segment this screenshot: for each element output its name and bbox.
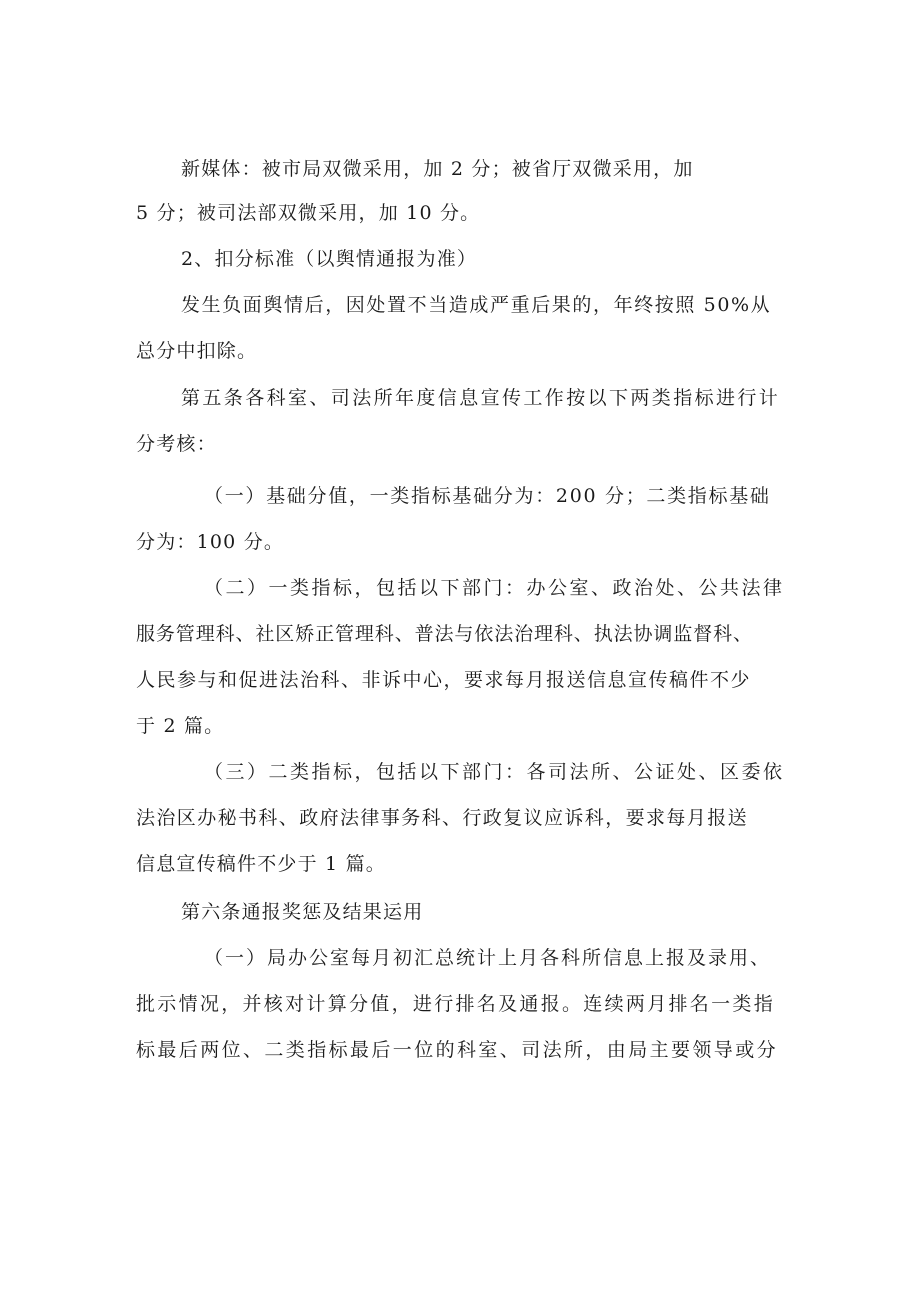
text-line: 人民参与和促进法治科、非诉中心，要求每月报送信息宣传稿件不少 [136, 669, 752, 691]
text-line: 标最后两位、二类指标最后一位的科室、司法所，由局主要领导或分 [136, 1039, 779, 1061]
article-heading: 第五条各科室、司法所年度信息宣传工作按以下两类指标进行计 [181, 387, 781, 409]
text-line: 分考核： [136, 433, 217, 455]
article-heading: 第六条通报奖惩及结果运用 [181, 901, 424, 923]
text-line: 5 分；被司法部双微采用，加 10 分。 [136, 202, 481, 224]
text-line: （一）局办公室每月初汇总统计上月各科所信息上报及录用、 [204, 947, 772, 969]
text-line: 法治区办秘书科、政府法律事务科、行政复议应诉科，要求每月报送 [136, 807, 749, 829]
text-line: （二）一类指标，包括以下部门：办公室、政治处、公共法律 [204, 577, 785, 599]
text-line: 于 2 篇。 [136, 715, 225, 737]
text-line: 新媒体：被市局双微采用，加 2 分；被省厅双微采用，加 [181, 158, 694, 180]
text-line: 批示情况，并核对计算分值，进行排名及通报。连续两月排名一类指 [136, 993, 776, 1015]
text-line: 服务管理科、社区矫正管理科、普法与依法治理科、执法协调监督科、 [136, 623, 753, 645]
text-line: 信息宣传稿件不少于 1 篇。 [136, 853, 386, 875]
section-heading: 2、扣分标准（以舆情通报为准） [181, 248, 478, 270]
text-line: （一）基础分值，一类指标基础分为：200 分；二类指标基础 [204, 485, 771, 507]
text-line: 分为：100 分。 [136, 531, 285, 553]
text-line: 发生负面舆情后，因处置不当造成严重后果的，年终按照 50%从 [181, 294, 772, 316]
text-line: 总分中扣除。 [136, 340, 258, 362]
text-line: （三）二类指标，包括以下部门：各司法所、公证处、区委依 [204, 761, 785, 783]
